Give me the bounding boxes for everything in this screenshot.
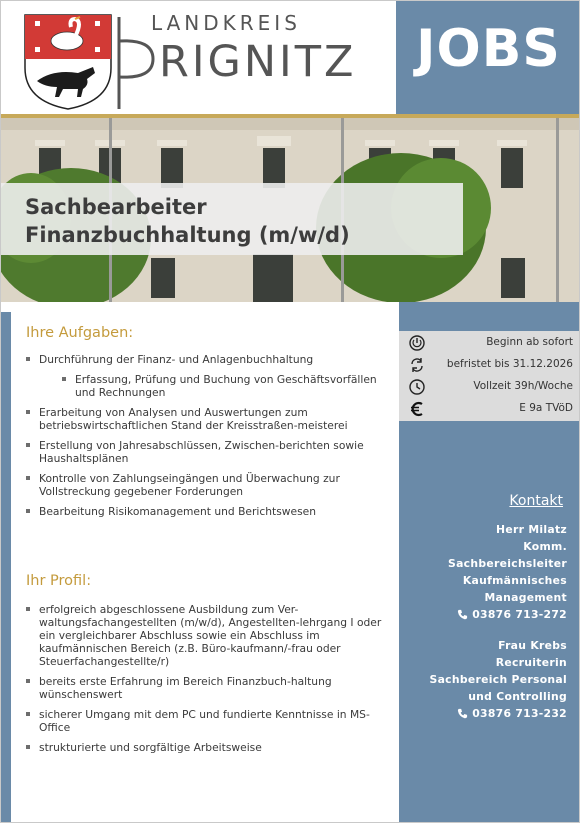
info-term: befristet bis 31.12.2026 — [446, 358, 573, 370]
list-item: Erstellung von Jahresabschlüssen, Zwischen-berichten sowie Haushaltsplänen — [26, 439, 391, 465]
contact-role: und Controlling — [468, 690, 567, 703]
aufgaben-heading: Ihre Aufgaben: — [26, 325, 134, 341]
list-item: Kontrolle von Zahlungseingängen und Überwachung zur Vollstreckung gegebener Forderungen — [26, 472, 391, 498]
left-accent-strip — [1, 312, 11, 823]
contact-milatz — [397, 521, 567, 625]
coat-of-arms-logo — [23, 13, 113, 111]
info-row-term — [399, 355, 580, 375]
jobs-heading: JOBS — [416, 19, 561, 79]
contact-phone-link[interactable] — [457, 705, 567, 722]
list-item: Erarbeitung von Analysen und Auswertungen zum betriebswirtschaftlichen Stand der Kreisstraßen-meisterei — [26, 406, 391, 432]
contact-phone-row — [397, 705, 567, 724]
contact-phone-link[interactable] — [457, 606, 567, 623]
contact-role: Recruiterin — [495, 656, 567, 669]
contact-phone: 03876 713-272 — [472, 608, 567, 621]
power-icon — [409, 335, 425, 351]
info-start: Beginn ab sofort — [486, 336, 573, 348]
euro-icon — [409, 401, 425, 417]
contact-role: Sachbereichsleiter — [448, 557, 567, 570]
phone-icon — [457, 708, 468, 719]
list-item: bereits erste Erfahrung im Bereich Finanzbuch-haltung wünschenswert — [26, 675, 391, 701]
info-row-pay — [399, 399, 580, 419]
contact-role: Komm. — [523, 540, 567, 553]
list-item: Bearbeitung Risikomanagement und Berichtswesen — [26, 505, 391, 518]
info-row-start — [399, 333, 580, 353]
contact-name: Herr Milatz — [496, 523, 567, 536]
job-title-line1: Sachbearbeiter — [25, 195, 207, 219]
brand-prignitz: RIGNITZ — [159, 37, 357, 87]
profil-list — [26, 603, 391, 761]
phone-icon — [457, 609, 468, 620]
list-item: Durchführung der Finanz- und Anlagenbuchhaltung — [26, 353, 391, 366]
contact-krebs — [397, 637, 567, 724]
list-item: sicherer Umgang mit dem PC und fundierte Kenntnisse in MS-Office — [26, 708, 391, 734]
aufgaben-list — [26, 353, 391, 525]
info-row-hours — [399, 377, 580, 397]
list-item: erfolgreich abgeschlossene Ausbildung zum Ver-waltungsfachangestellten (m/w/d), Angestellten-lehrgang I oder ein vergleichbarer Abschluss sowie ein Abschluss im kaufmännischen Bereich (z.B. Büro-kaufmann/-frau oder Steuerfachangestellte/r) — [26, 603, 391, 668]
list-item: strukturierte und sorgfältige Arbeitsweise — [26, 741, 391, 754]
clock-icon — [409, 379, 425, 395]
contact-role: Management — [484, 591, 567, 604]
refresh-icon — [409, 357, 425, 373]
contact-phone-row — [397, 606, 567, 625]
job-title-line2: Finanzbuchhaltung (m/w/d) — [25, 223, 350, 247]
kontakt-heading: Kontakt — [509, 493, 563, 509]
profil-heading: Ihr Profil: — [26, 573, 92, 589]
contact-phone: 03876 713-232 — [472, 707, 567, 720]
job-info-box — [399, 331, 580, 421]
contact-name: Frau Krebs — [498, 639, 567, 652]
brand-landkreis: LANDKREIS — [151, 11, 301, 35]
info-pay: E 9a TVöD — [519, 402, 573, 414]
contact-role: Kaufmännisches — [462, 574, 567, 587]
info-hours: Vollzeit 39h/Woche — [473, 380, 573, 392]
list-item-sub: Erfassung, Prüfung und Buchung von Geschäftsvorfällen und Rechnungen — [62, 373, 391, 399]
contact-role: Sachbereich Personal — [429, 673, 567, 686]
